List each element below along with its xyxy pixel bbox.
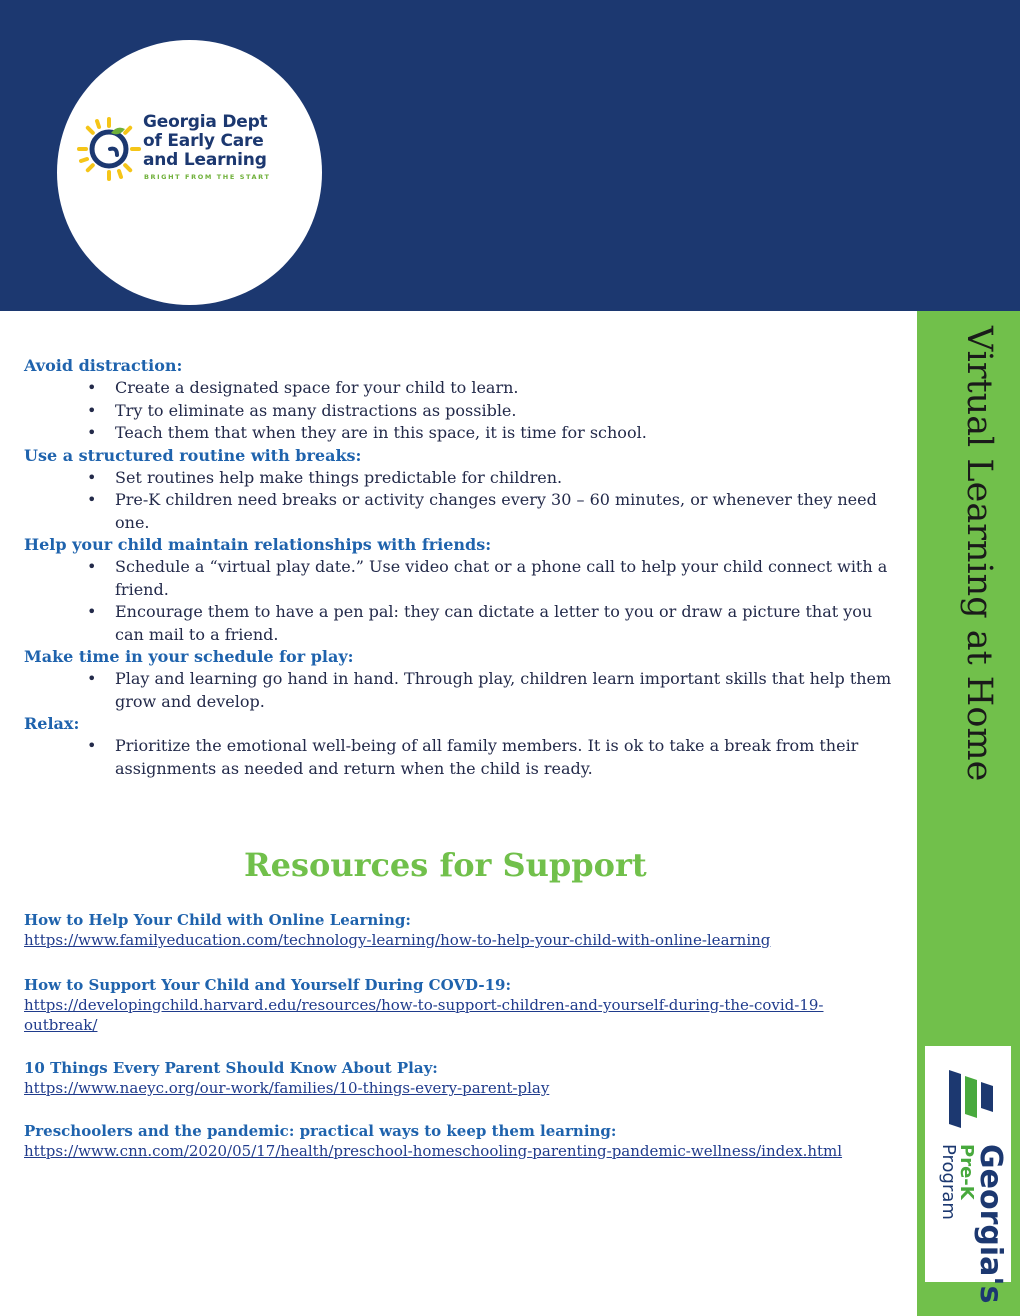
prek-bars-icon — [947, 1068, 993, 1130]
resource-link[interactable]: https://developingchild.harvard.edu/resources/how-to-support-children-and-yourself-during-the-covid-19-outbreak/ — [24, 996, 824, 1034]
tips-section — [24, 355, 896, 780]
prek-line-2: Pre-K — [956, 1144, 977, 1200]
list-item: • Create a designated space for your child to learn. — [115, 377, 896, 400]
bullet-list — [24, 735, 896, 780]
bullet-list — [24, 467, 896, 535]
prek-wordmark — [938, 1144, 1008, 1304]
resource-link[interactable]: https://www.naeyc.org/our-work/families/10-things-every-parent-play — [24, 1079, 550, 1097]
logo-wordmark — [143, 113, 267, 170]
prek-line-3: Program — [938, 1144, 959, 1220]
resource-link[interactable]: https://www.familyeducation.com/technology-learning/how-to-help-your-child-with-online-learning — [24, 931, 771, 949]
list-item: • Play and learning go hand in hand. Through play, children learn important skills that help them grow and develop. — [115, 668, 896, 713]
prek-logo — [925, 1046, 1011, 1304]
sun-icon — [77, 117, 141, 181]
resource-title: How to Help Your Child with Online Learning: — [24, 911, 411, 929]
section-heading: Help your child maintain relationships with friends: — [24, 535, 492, 554]
resource-title: 10 Things Every Parent Should Know About Play: — [24, 1059, 438, 1077]
resource-item — [24, 910, 894, 950]
bullet-list — [24, 377, 896, 445]
sidebar-title: Virtual Learning at Home — [959, 326, 999, 782]
resource-item — [24, 1121, 894, 1161]
list-item: • Try to eliminate as many distractions as possible. — [115, 400, 896, 423]
resource-title: How to Support Your Child and Yourself During COVD-19: — [24, 976, 511, 994]
section-heading: Relax: — [24, 714, 80, 733]
list-item: • Encourage them to have a pen pal: they can dictate a letter to you or draw a picture that you can mail to a friend. — [115, 601, 896, 646]
list-item: • Teach them that when they are in this space, it is time for school. — [115, 422, 896, 445]
list-item: • Prioritize the emotional well-being of all family members. It is ok to take a break from their assignments as needed and return when the child is ready. — [115, 735, 896, 780]
list-item: • Set routines help make things predictable for children. — [115, 467, 896, 490]
decal-logo-circle — [57, 40, 322, 305]
resource-link[interactable]: https://www.cnn.com/2020/05/17/health/preschool-homeschooling-parenting-pandemic-wellness/index.html — [24, 1142, 843, 1160]
resource-item — [24, 1058, 894, 1098]
resource-item — [24, 975, 894, 1035]
bullet-list — [24, 556, 896, 646]
list-item: • Pre-K children need breaks or activity changes every 30 – 60 minutes, or whenever they need one. — [115, 489, 896, 534]
list-item: • Schedule a “virtual play date.” Use video chat or a phone call to help your child connect with a friend. — [115, 556, 896, 601]
resources-title: Resources for Support — [244, 846, 647, 884]
section-heading: Make time in your schedule for play: — [24, 647, 354, 666]
section-heading: Avoid distraction: — [24, 356, 183, 375]
prek-line-1: Georgia's — [973, 1144, 1008, 1304]
section-heading: Use a structured routine with breaks: — [24, 445, 362, 465]
header-band — [0, 0, 1020, 311]
logo-tagline: BRIGHT FROM THE START — [144, 173, 271, 181]
resource-title: Preschoolers and the pandemic: practical ways to keep them learning: — [24, 1122, 617, 1140]
bullet-list — [24, 668, 896, 713]
logo-line-1: Georgia Dept — [143, 112, 268, 132]
logo-line-2: of Early Care — [143, 131, 264, 151]
logo-line-3: and Learning — [143, 150, 267, 170]
